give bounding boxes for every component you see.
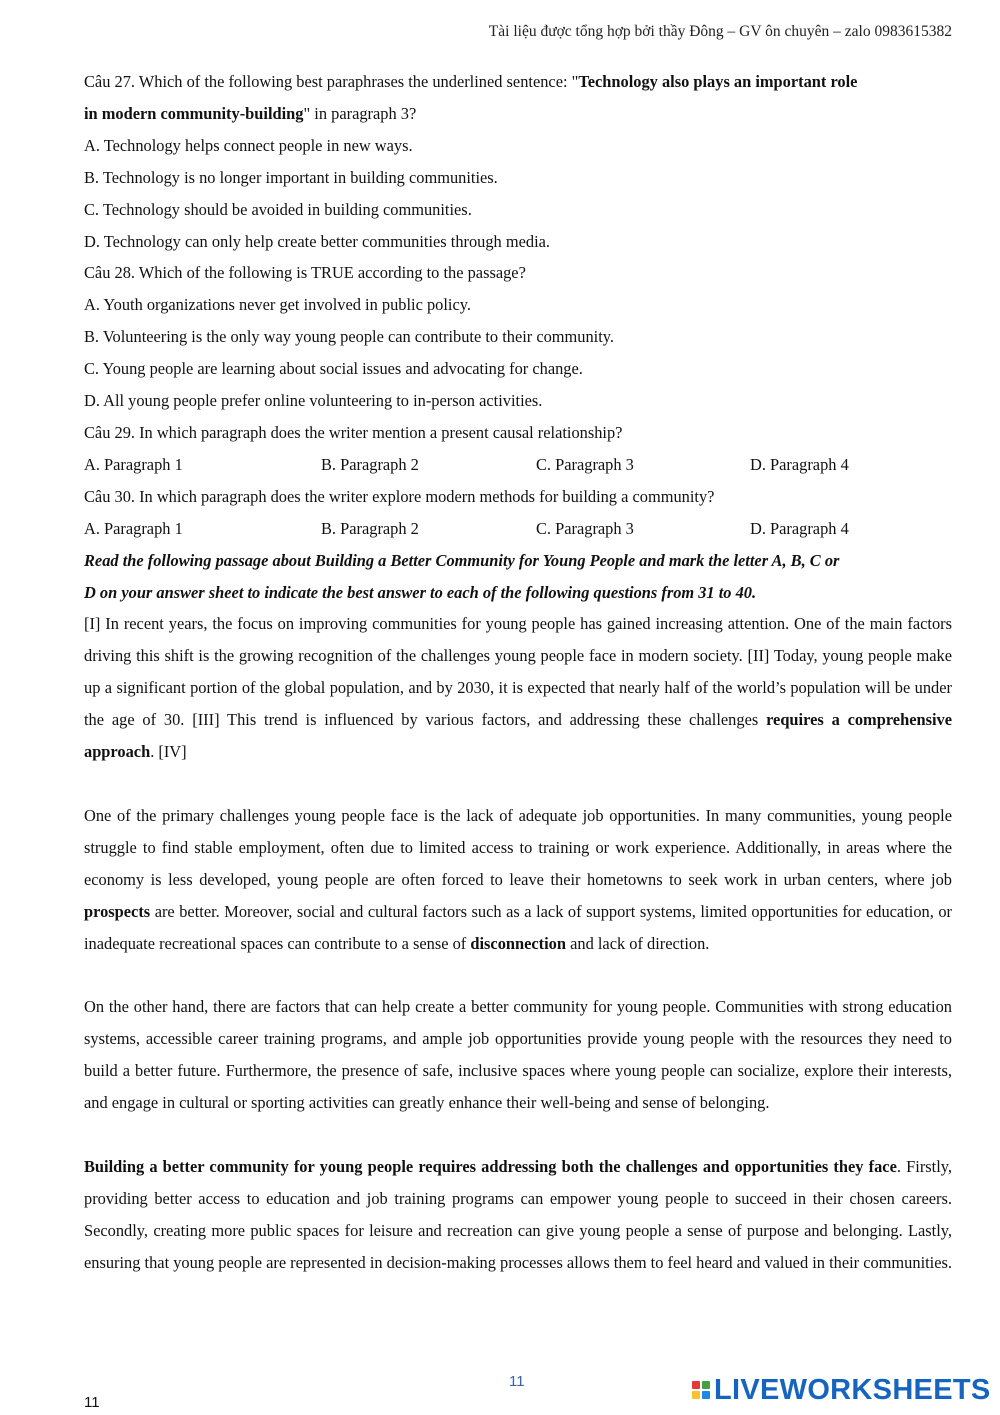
q28-option-b: B. Volunteering is the only way young people can contribute to their community. bbox=[84, 327, 615, 347]
liveworksheets-logo[interactable] bbox=[692, 1373, 991, 1407]
question-27: Câu 27. Which of the following best paraphrases the underlined sentence: "Technology also plays an important role bbox=[84, 72, 858, 91]
q28-option-a: A. Youth organizations never get involved in public policy. bbox=[84, 295, 471, 315]
q27-option-c: C. Technology should be avoided in building communities. bbox=[84, 199, 472, 219]
question-27-cont: in modern community-building" in paragraph 3? bbox=[84, 103, 417, 123]
passage-paragraph-2: One of the primary challenges young people face is the lack of adequate job opportunities. In many communities, young people struggle to find stable employment, often due to limited access to training or work experience. Additionally, in areas where the economy is less developed, young people are often forced to leave their hometowns to seek work in urban centers, where job prospects are better. Moreover, social and cultural factors such as a lack of support systems, limited opportunities for education, or inadequate recreational spaces can contribute to a sense of disconnection and lack of direction. bbox=[84, 805, 952, 953]
q29-option-d: D. Paragraph 4 bbox=[750, 454, 849, 474]
passage-paragraph-4: Building a better community for young people requires addressing both the challenges and opportunities they face. Firstly, providing better access to education and job training programs can empower young people to succeed in their chosen careers. Secondly, creating more public spaces for leisure and recreation can give young people a sense of purpose and belonging. Lastly, ensuring that young people are represented in decision-making processes allows them to feel heard and valued in their communities. bbox=[84, 1157, 952, 1272]
question-28: Câu 28. Which of the following is TRUE according to the passage? bbox=[84, 263, 526, 283]
q27-option-b: B. Technology is no longer important in building communities. bbox=[84, 167, 498, 187]
page-header: Tài liệu được tổng hợp bởi thầy Đông – GV ôn chuyên – zalo 0983615382 bbox=[488, 23, 952, 40]
q28-option-d: D. All young people prefer online volunteering to in-person activities. bbox=[84, 391, 543, 411]
instruction-line-1: Read the following passage about Building a Better Community for Young People and mark the letter A, B, C or bbox=[84, 550, 840, 570]
q27-option-a: A. Technology helps connect people in new ways. bbox=[84, 135, 413, 155]
q29-option-c: C. Paragraph 3 bbox=[536, 454, 634, 474]
page-number-bottom: 11 bbox=[84, 1394, 100, 1411]
page-number: 11 bbox=[509, 1373, 525, 1390]
passage-paragraph-1: [I] In recent years, the focus on improving communities for young people has gained increasing attention. One of the main factors driving this shift is the growing recognition of the challenges young people face in modern society. [II] Today, young people make up a significant portion of the global population, and by 2030, it is expected that nearly half of the world’s population will be under the age of 30. [III] This trend is influenced by various factors, and addressing these challenges requires a comprehensive approach. [IV] bbox=[84, 614, 952, 762]
q30-options bbox=[84, 513, 952, 545]
logo-square-red bbox=[692, 1381, 700, 1389]
instruction-line-2: D on your answer sheet to indicate the best answer to each of the following questions from 31 to 40. bbox=[84, 582, 757, 602]
liveworksheets-logo-text: LIVEWORKSHEETS bbox=[714, 1374, 991, 1406]
logo-square-green bbox=[702, 1381, 710, 1389]
liveworksheets-logo-icon bbox=[692, 1381, 710, 1399]
q30-option-d: D. Paragraph 4 bbox=[750, 518, 849, 538]
q29-options bbox=[84, 449, 952, 481]
logo-square-yellow bbox=[692, 1391, 700, 1399]
question-30: Câu 30. In which paragraph does the writer explore modern methods for building a community? bbox=[84, 486, 715, 506]
q30-option-a: A. Paragraph 1 bbox=[84, 518, 183, 538]
logo-square-blue bbox=[702, 1391, 710, 1399]
q29-option-b: B. Paragraph 2 bbox=[321, 454, 419, 474]
passage-paragraph-3: On the other hand, there are factors that can help create a better community for young people. Communities with strong education systems, accessible career training programs, and ample job opportunities provide young people with the resources they need to build a better future. Furthermore, the presence of safe, inclusive spaces where young people can socialize, explore their interests, and engage in cultural or sporting activities can greatly enhance their well-being and sense of belonging. bbox=[84, 997, 952, 1113]
q30-option-b: B. Paragraph 2 bbox=[321, 518, 419, 538]
q29-option-a: A. Paragraph 1 bbox=[84, 454, 183, 474]
question-29: Câu 29. In which paragraph does the writer mention a present causal relationship? bbox=[84, 422, 623, 442]
q30-option-c: C. Paragraph 3 bbox=[536, 518, 634, 538]
q27-option-d: D. Technology can only help create better communities through media. bbox=[84, 231, 550, 251]
q28-option-c: C. Young people are learning about social issues and advocating for change. bbox=[84, 359, 583, 379]
worksheet-content bbox=[84, 66, 952, 1279]
